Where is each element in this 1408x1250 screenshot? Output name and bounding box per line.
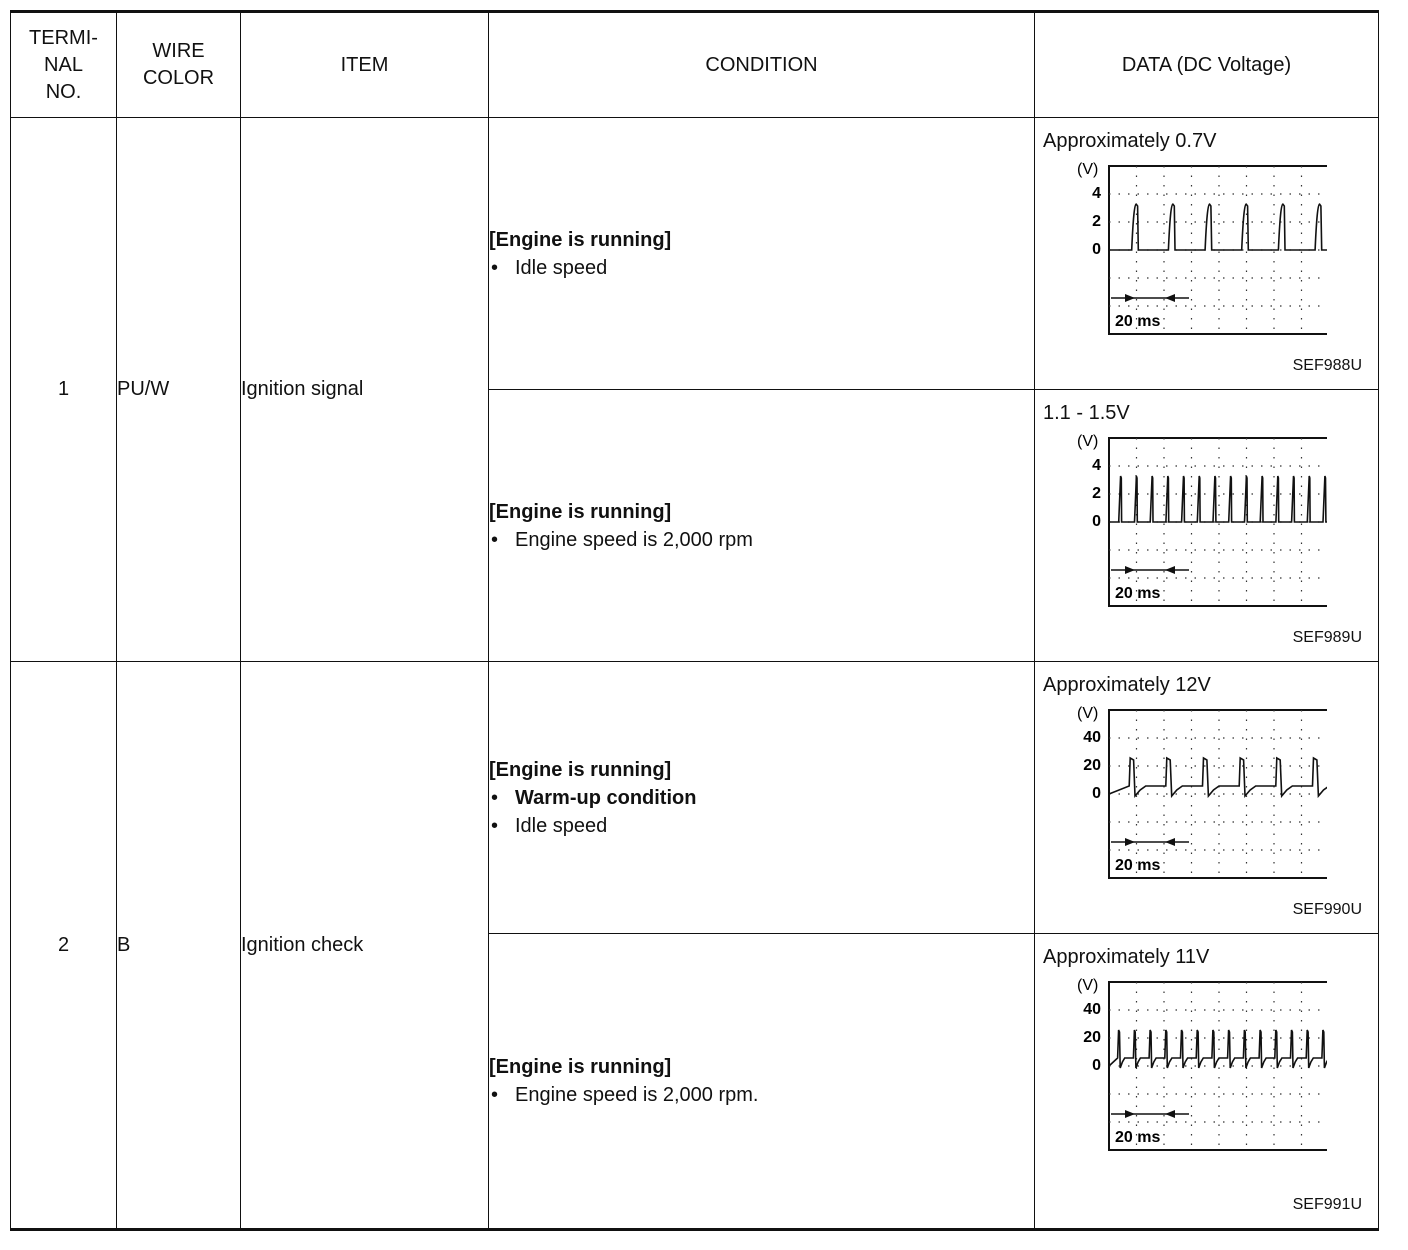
item-cell: Ignition check [241,662,489,1230]
y-tick-label: 0 [1092,1057,1101,1074]
wire-color-cell: B [117,662,241,1230]
condition-cell [489,662,1035,934]
bullet-glyph: • [491,786,499,809]
data-cell [1035,662,1379,934]
data-value: Approximately 12V [1043,674,1211,696]
figure-reference: SEF990U [1292,901,1362,918]
condition-bullet-text: Engine speed is 2,000 rpm. [515,1084,759,1106]
data-cell [1035,390,1379,662]
y-unit-label: (V) [1077,977,1099,994]
data-value: 1.1 - 1.5V [1043,402,1130,424]
figure-reference: SEF991U [1292,1196,1362,1213]
condition-cell [489,118,1035,390]
condition-bullet [489,1081,1034,1109]
header-text-line: DATA (DC Voltage) [1121,53,1292,76]
condition-bullet-text: Idle speed [515,814,608,837]
bullet-glyph: • [491,814,499,837]
condition-bullet [489,812,1034,840]
item-cell: Ignition signal [241,118,489,662]
header-text-line: TERMI- [29,26,98,49]
header-condition [489,12,1035,118]
oscilloscope-figure [1067,160,1327,350]
y-tick-label: 2 [1092,485,1101,502]
bullet-glyph: • [491,528,499,551]
y-unit-label: (V) [1077,705,1099,722]
header-text-line: NO. [45,80,82,103]
bullet-glyph: • [491,1084,499,1106]
header-terminal-no [11,12,117,118]
y-tick-label: 0 [1092,241,1101,258]
condition-bullet-text: Engine speed is 2,000 rpm [515,528,753,551]
oscilloscope-figure [1067,432,1327,622]
condition-bullet-text: Idle speed [515,256,608,279]
data-cell [1035,934,1379,1230]
time-scale-label: 20 ms [1115,1129,1161,1146]
y-tick-label: 20 [1083,757,1101,774]
header-wire-color [117,12,241,118]
time-scale-label: 20 ms [1115,857,1161,874]
condition-cell [489,934,1035,1230]
condition-heading: [Engine is running] [489,500,672,523]
time-scale-label: 20 ms [1115,313,1161,330]
terminal-no-cell: 1 [11,118,117,662]
header-text-line: COLOR [142,67,215,89]
y-tick-label: 0 [1092,785,1101,802]
header-row [11,12,1379,118]
header-text-line: NAL [44,53,83,76]
header-text-line: WIRE [152,40,205,62]
y-tick-label: 4 [1092,185,1101,202]
condition-bullet [489,254,1034,282]
scope-frame [1109,710,1327,878]
bullet-glyph: • [491,256,499,279]
wire-color-cell: PU/W [117,118,241,662]
y-tick-label: 40 [1083,729,1101,746]
header-text-line: CONDITION [705,53,818,76]
data-value: Approximately 11V [1043,946,1210,968]
data-value: Approximately 0.7V [1043,130,1217,152]
header-data [1035,12,1379,118]
oscilloscope-figure [1067,704,1327,894]
figure-reference: SEF988U [1292,357,1362,374]
header-text-line: ITEM [340,53,389,76]
terminal-spec-table [10,10,1379,1231]
time-scale-label: 20 ms [1115,585,1161,602]
condition-cell [489,390,1035,662]
condition-bullet [489,784,1034,812]
y-unit-label: (V) [1077,161,1099,178]
y-tick-label: 2 [1092,213,1101,230]
y-tick-label: 40 [1083,1001,1101,1018]
table-row [11,118,1379,390]
condition-heading: [Engine is running] [489,1056,672,1078]
header-item [241,12,489,118]
condition-bullet-text: Warm-up condition [515,786,697,809]
y-tick-label: 4 [1092,457,1101,474]
data-cell [1035,118,1379,390]
y-tick-label: 0 [1092,513,1101,530]
condition-heading: [Engine is running] [489,228,672,251]
y-unit-label: (V) [1077,433,1099,450]
condition-heading: [Engine is running] [489,758,672,781]
figure-reference: SEF989U [1292,629,1362,646]
y-tick-label: 20 [1083,1029,1101,1046]
oscilloscope-figure [1067,976,1327,1166]
terminal-no-cell: 2 [11,662,117,1230]
table-row [11,662,1379,934]
condition-bullet [489,526,1034,554]
